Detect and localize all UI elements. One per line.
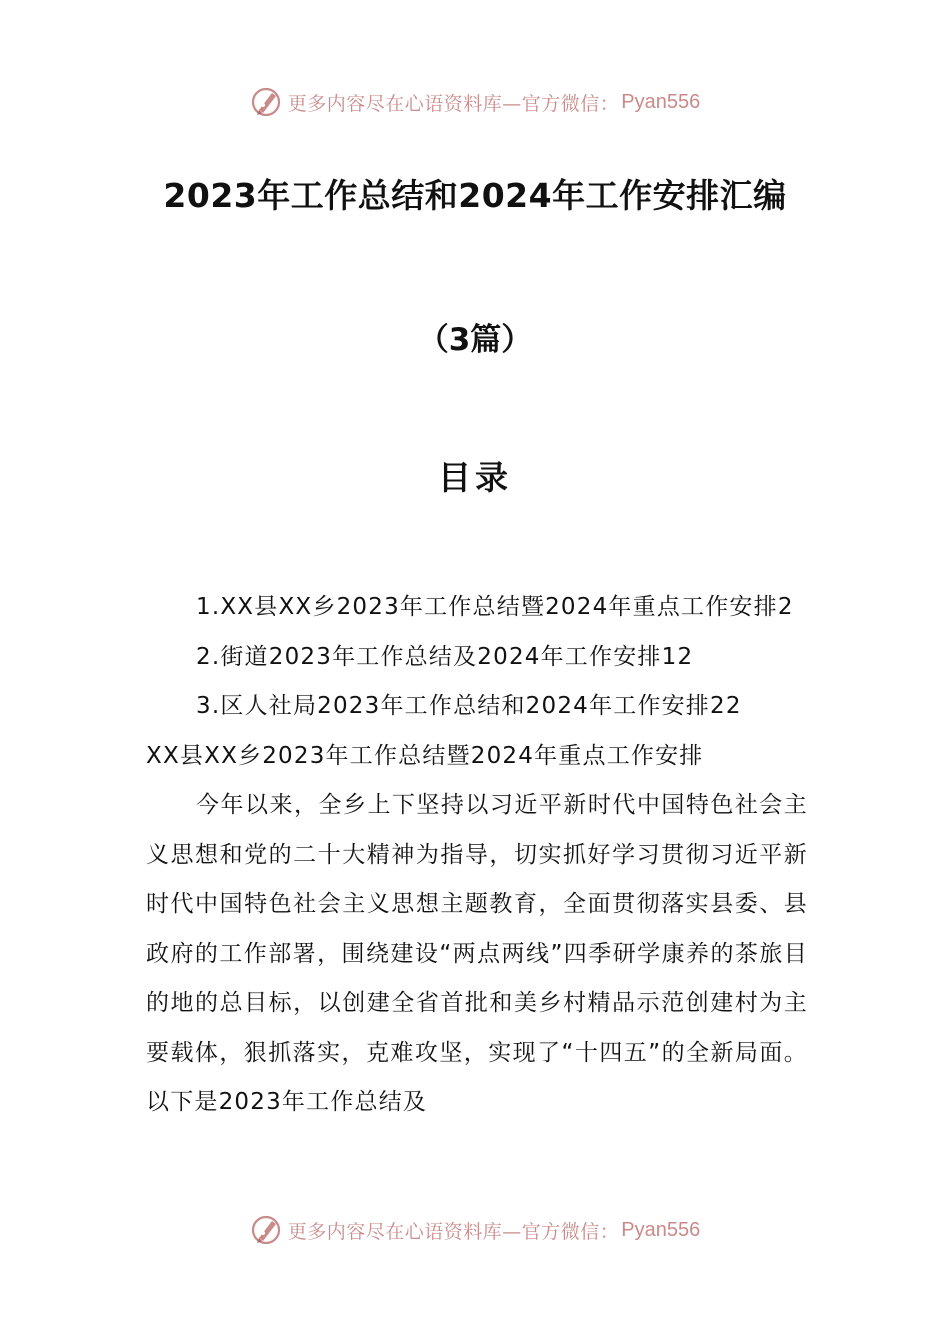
watermark-text: 更多内容尽在心语资料库—官方微信： bbox=[287, 92, 620, 115]
pen-logo-icon bbox=[250, 1213, 284, 1247]
document-body bbox=[146, 583, 808, 1128]
pen-logo-icon bbox=[250, 85, 284, 119]
watermark-wechat-id: Pyan556 bbox=[621, 90, 701, 113]
document-subtitle: （3篇） bbox=[417, 322, 533, 358]
toc-item-1[interactable]: 1.XX县XX乡2023年工作总结暨2024年重点工作安排2 bbox=[196, 594, 794, 620]
watermark-header bbox=[0, 82, 950, 122]
document-title: 2023年工作总结和2024年工作安排汇编 bbox=[163, 176, 787, 215]
toc-item-3[interactable]: 3.区人社局2023年工作总结和2024年工作安排22 bbox=[196, 693, 742, 719]
watermark-footer bbox=[0, 1210, 950, 1250]
watermark-text: 更多内容尽在心语资料库—官方微信： bbox=[287, 1220, 620, 1243]
toc-heading: 目录 bbox=[438, 458, 512, 497]
watermark-wechat-id: Pyan556 bbox=[621, 1218, 701, 1241]
body-paragraph: 今年以来，全乡上下坚持以习近平新时代中国特色社会主义思想和党的二十大精神为指导，切实抓好学习贯彻习近平新时代中国特色社会主义思想主题教育，全面贯彻落实县委、县政府的工作部署，围绕建设“两点两线”四季研学康养的茶旅目的地的总目标，以创建全省首批和美乡村精品示范创建村为主要载体，狠抓落实，克难攻坚，实现了“十四五”的全新局面。以下是2023年工作总结及 bbox=[146, 792, 808, 1115]
section-heading: XX县XX乡2023年工作总结暨2024年重点工作安排 bbox=[146, 742, 704, 769]
toc-item-2[interactable]: 2.街道2023年工作总结及2024年工作安排12 bbox=[196, 643, 694, 670]
